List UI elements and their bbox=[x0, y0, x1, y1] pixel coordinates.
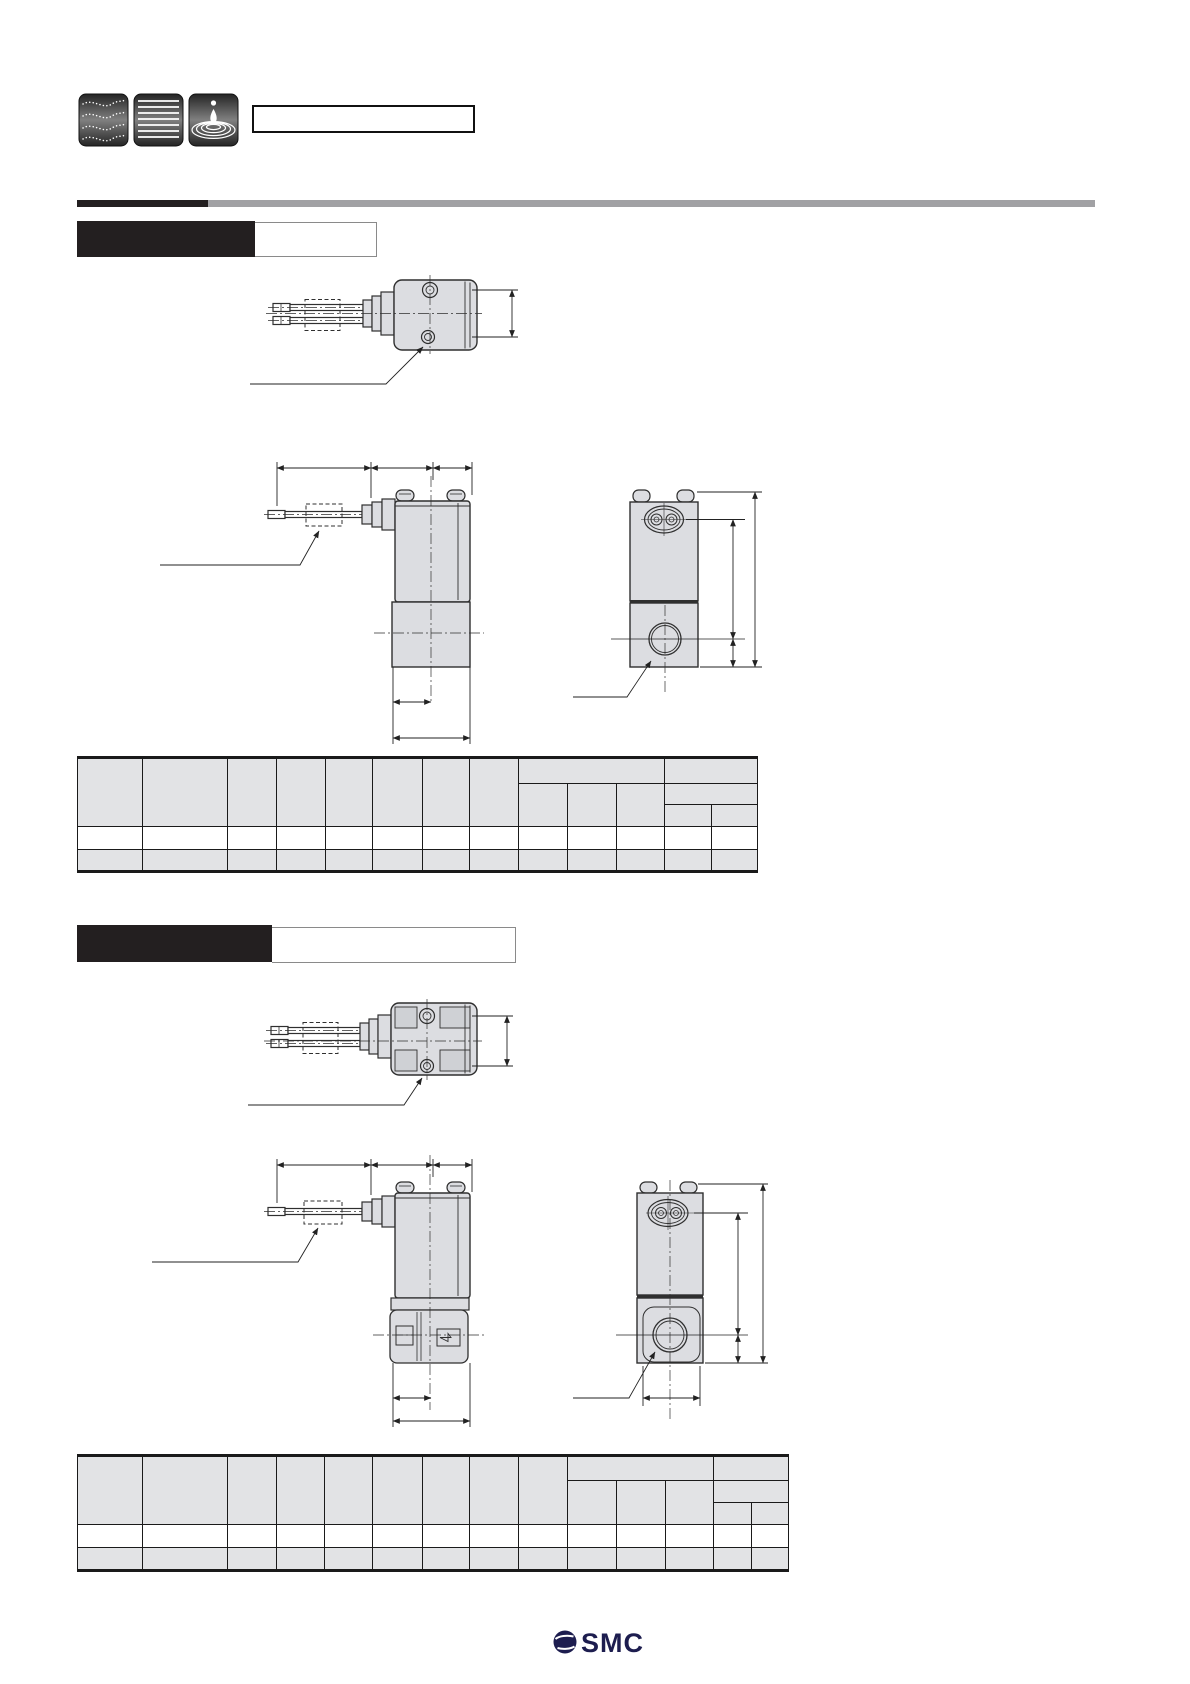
table-cell bbox=[665, 758, 758, 784]
table-cell bbox=[143, 758, 228, 827]
table-cell bbox=[470, 758, 519, 827]
table-cell bbox=[752, 1503, 789, 1525]
table-cell bbox=[712, 805, 758, 827]
table-cell bbox=[277, 850, 326, 872]
lead-wire bbox=[264, 511, 368, 519]
table-cell bbox=[423, 827, 470, 850]
valve2-top-view bbox=[248, 999, 513, 1105]
table-cell bbox=[752, 1548, 789, 1571]
table-cell bbox=[423, 1525, 470, 1548]
table-cell bbox=[568, 1525, 617, 1548]
horizontal-lines-icon bbox=[134, 94, 183, 146]
valve2-side-view bbox=[152, 1155, 484, 1427]
lead-wires bbox=[268, 304, 368, 325]
section2-header-white bbox=[272, 927, 516, 963]
lead-wires bbox=[266, 1027, 366, 1048]
table-cell bbox=[665, 850, 712, 872]
table-cell bbox=[277, 827, 326, 850]
table-cell bbox=[519, 1548, 568, 1571]
table-cell bbox=[568, 1481, 617, 1525]
table-cell bbox=[277, 758, 326, 827]
table-cell bbox=[714, 1456, 789, 1481]
section-rule-gray bbox=[208, 200, 1095, 207]
leader-arrow bbox=[248, 1078, 422, 1105]
table-cell bbox=[143, 1525, 228, 1548]
table-cell bbox=[568, 850, 617, 872]
table-cell bbox=[373, 1525, 423, 1548]
lead-wire bbox=[264, 1208, 368, 1216]
smc-logo-text: SMC bbox=[581, 1628, 644, 1658]
table-cell bbox=[326, 827, 373, 850]
spec-table-1 bbox=[77, 756, 758, 873]
dimension-lines bbox=[277, 462, 472, 506]
dimension-lines bbox=[393, 1363, 470, 1427]
table-cell bbox=[568, 827, 617, 850]
table-cell bbox=[277, 1525, 325, 1548]
valve2-front-view bbox=[573, 1180, 768, 1420]
leader-arrow bbox=[160, 531, 319, 565]
table-cell bbox=[712, 850, 758, 872]
coil-flange bbox=[362, 499, 395, 530]
valve-body bbox=[395, 1193, 470, 1298]
airflow-dots-icon bbox=[79, 94, 128, 146]
table-cell bbox=[568, 784, 617, 827]
table-cell bbox=[617, 1525, 666, 1548]
table-cell bbox=[666, 1481, 714, 1525]
table-cell bbox=[325, 1525, 373, 1548]
table-cell bbox=[78, 1525, 143, 1548]
table-cell bbox=[568, 1548, 617, 1571]
manifold-bracket bbox=[390, 1310, 468, 1363]
table-cell bbox=[325, 1548, 373, 1571]
table-cell bbox=[617, 1481, 666, 1525]
table-cell bbox=[714, 1548, 752, 1571]
table-cell bbox=[665, 784, 758, 805]
table-cell bbox=[373, 1456, 423, 1525]
table-cell bbox=[228, 1456, 277, 1525]
leader-arrow bbox=[152, 1228, 318, 1262]
table-cell bbox=[519, 784, 568, 827]
section1-header-black bbox=[77, 221, 255, 257]
valve1-front-view bbox=[573, 490, 762, 697]
valve-base-block bbox=[630, 603, 698, 667]
table-cell bbox=[325, 1456, 373, 1525]
table-cell bbox=[277, 1456, 325, 1525]
table-cell bbox=[143, 1456, 228, 1525]
table-cell bbox=[78, 850, 143, 872]
table-cell bbox=[666, 1525, 714, 1548]
dimension-lines bbox=[393, 667, 470, 744]
table-cell bbox=[423, 1456, 470, 1525]
mounting-screw-heads bbox=[396, 1182, 465, 1193]
table-cell bbox=[228, 1525, 277, 1548]
table-cell bbox=[373, 1548, 423, 1571]
table-cell bbox=[78, 1548, 143, 1571]
leader-arrow bbox=[250, 347, 423, 384]
table-cell bbox=[665, 827, 712, 850]
table-cell bbox=[714, 1503, 752, 1525]
table-cell bbox=[470, 1548, 519, 1571]
table-cell bbox=[326, 850, 373, 872]
smc-logo-emblem bbox=[554, 1631, 577, 1654]
section1-header-white bbox=[255, 222, 377, 257]
table-cell bbox=[143, 850, 228, 872]
table-cell bbox=[568, 1456, 714, 1481]
table-cell bbox=[78, 827, 143, 850]
table-cell bbox=[78, 758, 143, 827]
mounting-screw-heads bbox=[633, 490, 694, 502]
mounting-screw-heads bbox=[640, 1182, 697, 1193]
table-cell bbox=[373, 827, 423, 850]
table-cell bbox=[665, 805, 712, 827]
table-cell bbox=[470, 827, 519, 850]
table-cell bbox=[666, 1548, 714, 1571]
mounting-screw-heads bbox=[396, 490, 465, 501]
table-cell bbox=[228, 758, 277, 827]
table-cell bbox=[617, 850, 665, 872]
table-cell bbox=[519, 1456, 568, 1525]
water-droplet-ripple-icon bbox=[189, 94, 238, 146]
table-cell bbox=[373, 758, 423, 827]
valve1-side-view bbox=[160, 462, 484, 744]
table-cell bbox=[228, 1548, 277, 1571]
section-rule-black bbox=[77, 200, 208, 207]
table-cell bbox=[519, 758, 665, 784]
table-cell bbox=[519, 850, 568, 872]
table-cell bbox=[470, 1525, 519, 1548]
table-cell bbox=[752, 1525, 789, 1548]
valve1-top-view bbox=[250, 275, 518, 384]
table-cell bbox=[712, 827, 758, 850]
table-cell bbox=[326, 758, 373, 827]
table-cell bbox=[519, 827, 568, 850]
table-cell bbox=[143, 827, 228, 850]
table-cell bbox=[617, 827, 665, 850]
coil-flange bbox=[362, 1196, 395, 1227]
section2-header-black bbox=[77, 925, 272, 962]
table-cell bbox=[519, 1525, 568, 1548]
table-cell bbox=[143, 1548, 228, 1571]
table-cell bbox=[714, 1525, 752, 1548]
table-cell bbox=[228, 850, 277, 872]
table-cell bbox=[423, 850, 470, 872]
table-cell bbox=[277, 1548, 325, 1571]
table-cell bbox=[228, 827, 277, 850]
valve-body bbox=[395, 501, 470, 602]
table-cell bbox=[714, 1481, 789, 1503]
table-cell bbox=[470, 1456, 519, 1525]
table-cell bbox=[423, 1548, 470, 1571]
table-cell bbox=[423, 758, 470, 827]
table-cell bbox=[617, 784, 665, 827]
title-box bbox=[252, 105, 475, 133]
table-cell bbox=[617, 1548, 666, 1571]
spec-table-2 bbox=[77, 1454, 789, 1572]
table-cell bbox=[373, 850, 423, 872]
table-cell bbox=[470, 850, 519, 872]
coil-flange bbox=[360, 1015, 391, 1058]
table-cell bbox=[78, 1456, 143, 1525]
